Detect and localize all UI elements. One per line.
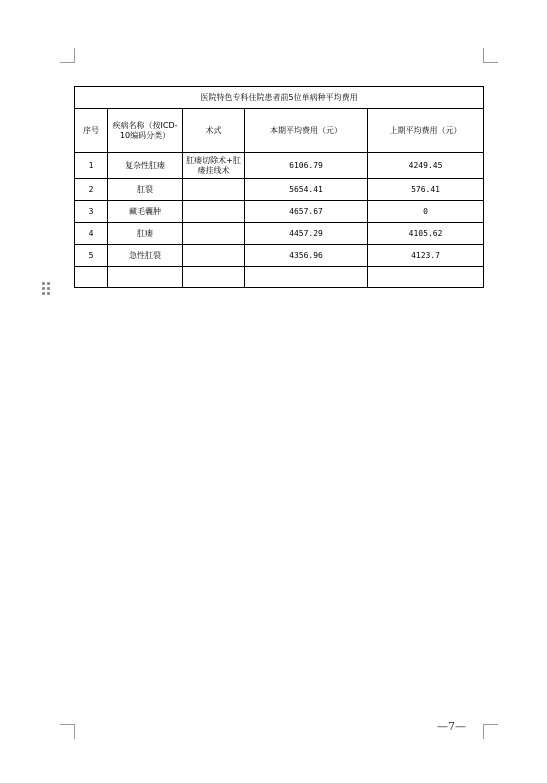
row-previous: 4123.7 [368,245,484,267]
empty-cell [245,267,368,288]
header-procedure: 术式 [183,109,245,153]
table-row [75,245,484,267]
header-previous-avg: 上期平均费用（元） [368,109,484,153]
header-index: 序号 [75,109,108,153]
cost-table [74,86,484,288]
row-procedure: 肛瘘切除术+肛瘘挂线术 [183,153,245,179]
row-index: 2 [75,179,108,201]
row-current: 4356.96 [245,245,368,267]
header-current-avg: 本期平均费用（元） [245,109,368,153]
row-index: 5 [75,245,108,267]
empty-cell [75,267,108,288]
row-current: 4657.67 [245,201,368,223]
crop-mark-bottom-left [60,724,75,739]
row-disease: 肛裂 [108,179,183,201]
empty-cell [183,267,245,288]
row-current: 6106.79 [245,153,368,179]
drag-handle-icon[interactable] [42,282,50,296]
table-row-empty [75,267,484,288]
table-row [75,153,484,179]
table-header-row [75,109,484,153]
row-previous: 0 [368,201,484,223]
row-previous: 4105.62 [368,223,484,245]
empty-cell [108,267,183,288]
row-previous: 576.41 [368,179,484,201]
row-current: 5654.41 [245,179,368,201]
table-row [75,223,484,245]
empty-cell [368,267,484,288]
table-title: 医院特色专科住院患者前5位单病种平均费用 [75,87,484,109]
row-disease: 藏毛囊肿 [108,201,183,223]
table-row [75,201,484,223]
row-procedure [183,245,245,267]
crop-mark-bottom-right [483,724,498,739]
header-disease: 疾病名称（按ICD-10编码分类） [108,109,183,153]
row-index: 3 [75,201,108,223]
row-disease: 急性肛裂 [108,245,183,267]
row-index: 1 [75,153,108,179]
row-current: 4457.29 [245,223,368,245]
page-number: —7— [437,720,466,733]
table-title-row [75,87,484,109]
row-previous: 4249.45 [368,153,484,179]
row-procedure [183,223,245,245]
crop-mark-top-right [483,48,498,63]
row-procedure [183,179,245,201]
table-row [75,179,484,201]
crop-mark-top-left [60,48,75,63]
row-disease: 复杂性肛瘘 [108,153,183,179]
row-index: 4 [75,223,108,245]
row-procedure [183,201,245,223]
row-disease: 肛瘘 [108,223,183,245]
